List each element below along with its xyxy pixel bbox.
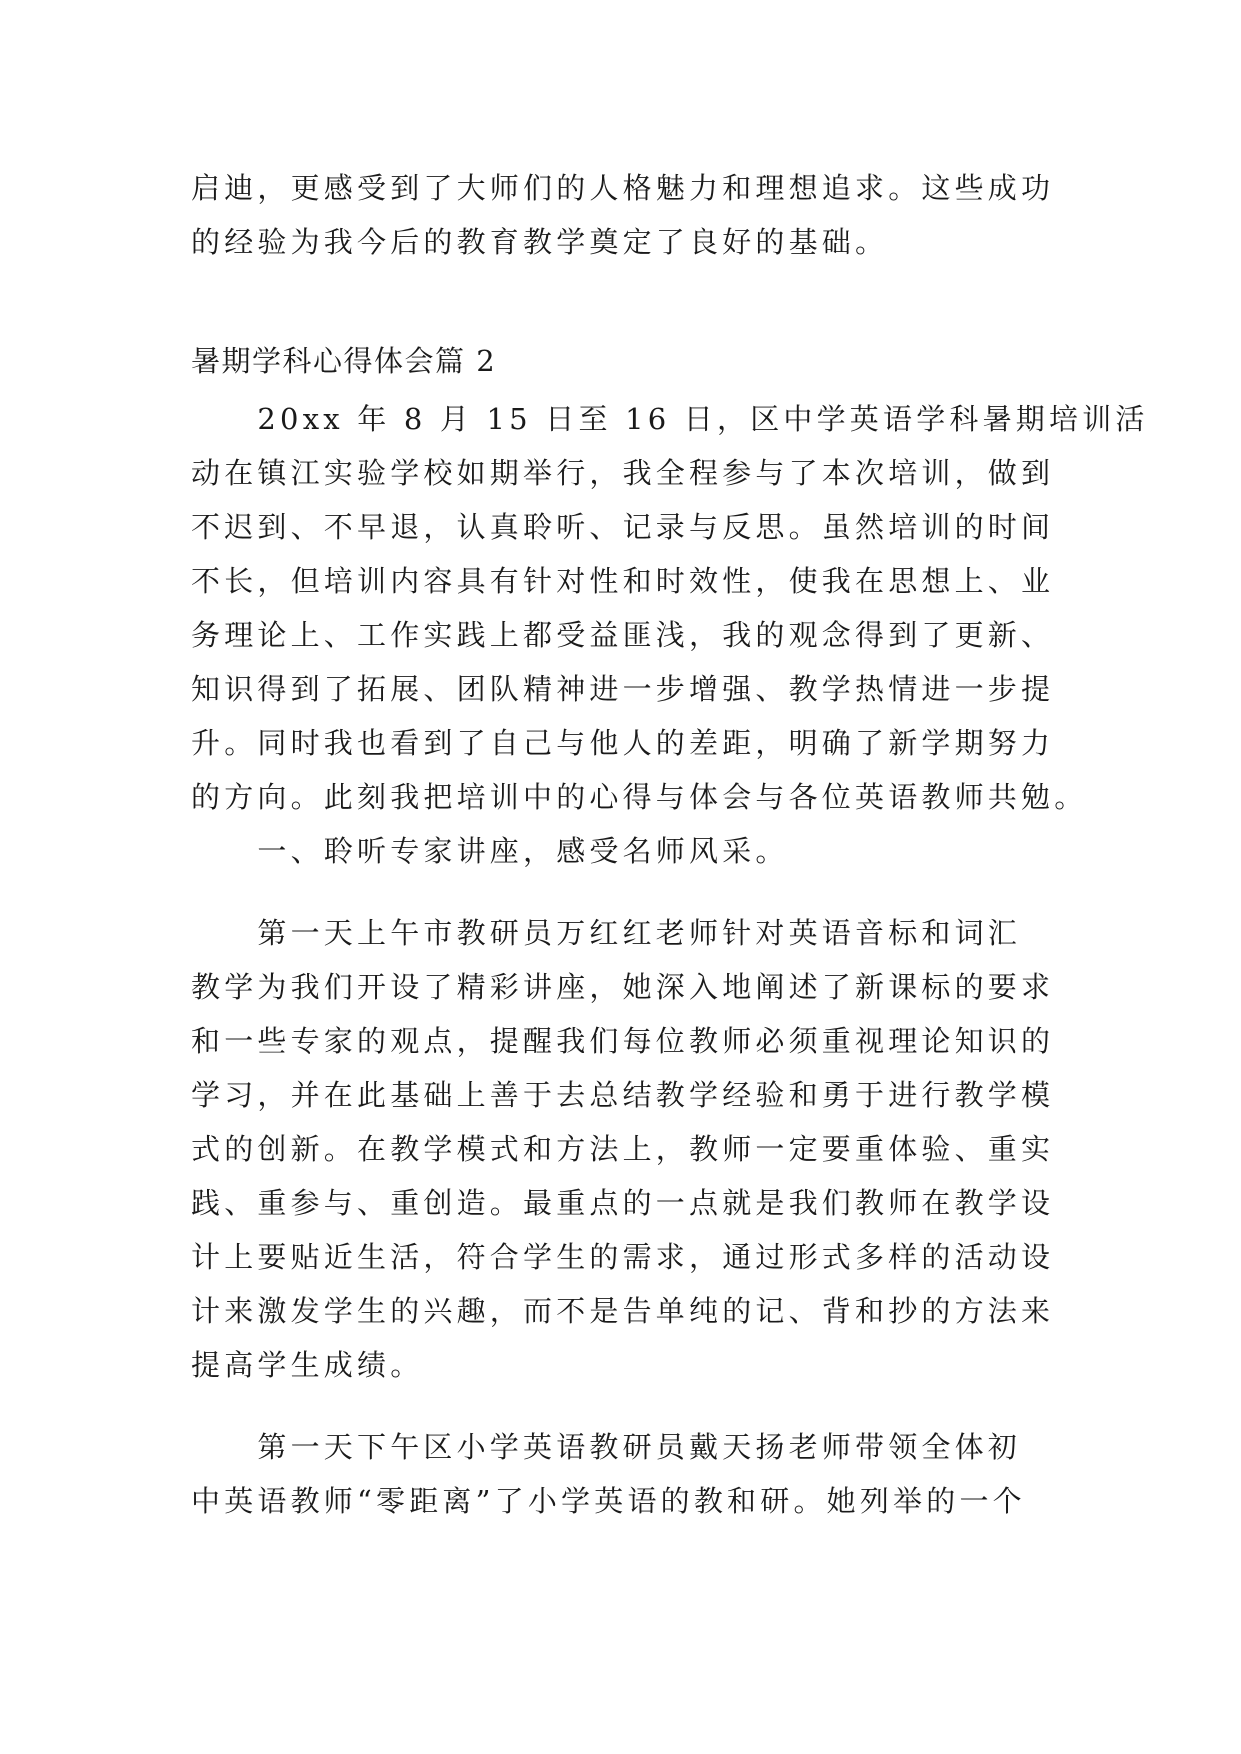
paragraph-3 (191, 1420, 1061, 1528)
paragraph-line: 知识得到了拓展、团队精神进一步增强、教学热情进一步提 (191, 672, 1055, 706)
intro-line: 启迪，更感受到了大师们的人格魅力和理想追求。这些成功 (191, 171, 1055, 205)
paragraph-1 (191, 392, 1149, 824)
section-title-block (191, 334, 1061, 388)
paragraph-line: 升。同时我也看到了自己与他人的差距，明确了新学期努力 (191, 726, 1055, 760)
paragraph-line: 学习，并在此基础上善于去总结教学经验和勇于进行教学模 (191, 1078, 1055, 1112)
paragraph-line: 计来激发学生的兴趣，而不是告单纯的记、背和抄的方法来 (191, 1294, 1055, 1328)
intro-paragraph (191, 161, 1061, 269)
paragraph-line: 中英语教师“零距离”了小学英语的教和研。她列举的一个 (191, 1484, 1026, 1518)
paragraph-line: 式的创新。在教学模式和方法上，教师一定要重体验、重实 (191, 1132, 1055, 1166)
paragraph-line: 第一天上午市教研员万红红老师针对英语音标和词汇 (191, 916, 1022, 950)
paragraph-line: 提高学生成绩。 (191, 1348, 424, 1382)
paragraph-line: 动在镇江实验学校如期举行，我全程参与了本次培训，做到 (191, 456, 1055, 490)
subheading-block (191, 824, 1061, 878)
paragraph-line: 务理论上、工作实践上都受益匪浅，我的观念得到了更新、 (191, 618, 1055, 652)
paragraph-line: 不迟到、不早退，认真聆听、记录与反思。虽然培训的时间 (191, 510, 1055, 544)
paragraph-2 (191, 906, 1061, 1392)
paragraph-line: 教学为我们开设了精彩讲座，她深入地阐述了新课标的要求 (191, 970, 1055, 1004)
paragraph-line: 不长，但培训内容具有针对性和时效性，使我在思想上、业 (191, 564, 1055, 598)
intro-line: 的经验为我今后的教育教学奠定了良好的基础。 (191, 225, 889, 259)
paragraph-line: 第一天下午区小学英语教研员戴天扬老师带领全体初 (191, 1430, 1022, 1464)
paragraph-line: 和一些专家的观点，提醒我们每位教师必须重视理论知识的 (191, 1024, 1055, 1058)
section-title: 暑期学科心得体会篇 2 (191, 344, 497, 378)
paragraph-line: 计上要贴近生活，符合学生的需求，通过形式多样的活动设 (191, 1240, 1055, 1274)
paragraph-line: 20xx 年 8 月 15 日至 16 日，区中学英语学科暑期培训活 (191, 402, 1149, 436)
paragraph-line: 的方向。此刻我把培训中的心得与体会与各位英语教师共勉。 (191, 780, 1088, 814)
subheading: 一、聆听专家讲座，感受名师风采。 (191, 834, 789, 868)
paragraph-line: 践、重参与、重创造。最重点的一点就是我们教师在教学设 (191, 1186, 1055, 1220)
